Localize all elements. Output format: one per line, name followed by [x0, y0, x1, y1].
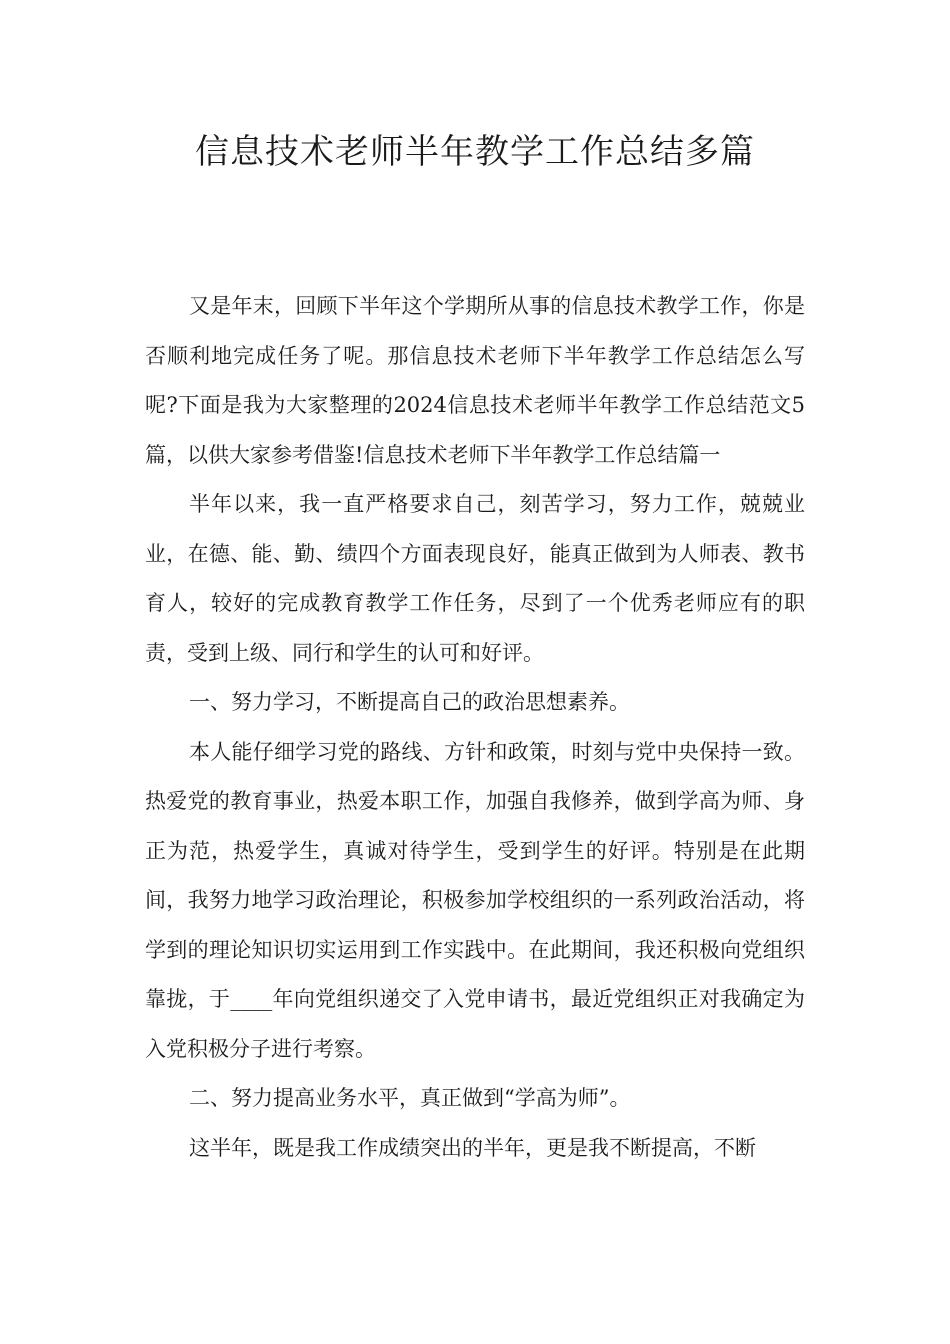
section-heading-2: 二、努力提高业务水平，真正做到“学高为师”。	[189, 1086, 631, 1110]
paragraph-summary: 半年以来，我一直严格要求自己，刻苦学习，努力工作，兢兢业业，在德、能、勤、绩四个方面表现良好，能真正做到为人师表、教书育人，较好的完成教育教学工作任务，尽到了一个优秀老师应有的职责，受到上级、同行和学生的认可和好评。	[145, 492, 805, 665]
document-body	[145, 282, 805, 1173]
page-title: 信息技术老师半年教学工作总结多篇	[195, 132, 755, 172]
paragraph-section-2: 这半年，既是我工作成绩突出的半年，更是我不断提高，不断	[189, 1135, 756, 1160]
paragraph-section-1: 本人能仔细学习党的路线、方针和政策，时刻与党中央保持一致。热爱党的教育事业，热爱本职工作，加强自我修养，做到学高为师、身正为范，热爱学生，真诚对待学生，受到学生的好评。特别是在此期间，我努力地学习政治理论，积极参加学校组织的一系列政治活动，将学到的理论知识切实运用到工作实践中。在此期间，我还积极向党组织靠拢，于____年向党组织递交了入党申请书，最近党组织正对我确定为入党积极分子进行考察。	[145, 739, 805, 1061]
section-heading-1: 一、努力学习，不断提高自己的政治思想素养。	[189, 690, 630, 714]
paragraph-intro: 又是年末，回顾下半年这个学期所从事的信息技术教学工作，你是否顺利地完成任务了呢。那信息技术老师下半年教学工作总结怎么写呢?下面是我为大家整理的2024信息技术老师半年教学工作总结范文5篇，以供大家参考借鉴!信息技术老师下半年教学工作总结篇一	[145, 294, 805, 467]
